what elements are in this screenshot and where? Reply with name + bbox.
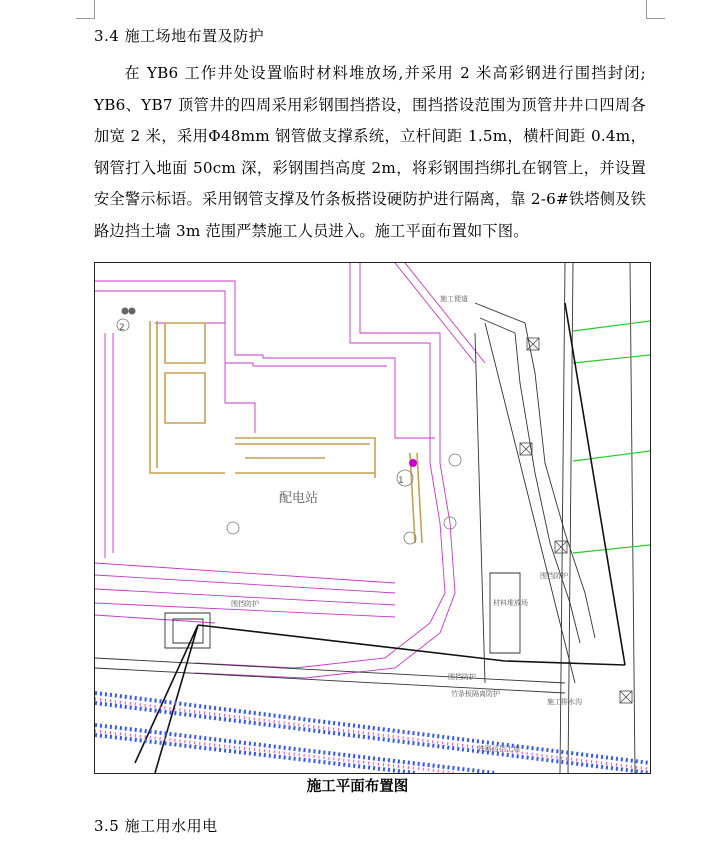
fence-label-2: 围挡防护 bbox=[231, 600, 259, 608]
retaining-wall-label: 铁路边挡土墙 bbox=[478, 745, 520, 753]
pipe-routes bbox=[150, 321, 422, 543]
marker-1-label: 1 bbox=[398, 476, 404, 486]
fence-label-3: 围挡防护 bbox=[448, 673, 476, 681]
site-layout-figure bbox=[94, 262, 651, 774]
margin-corner-mark-right bbox=[646, 0, 665, 19]
fence-label-1: 围挡防护 bbox=[540, 572, 568, 580]
marker-magenta-dot bbox=[409, 459, 417, 467]
site-layout-drawing bbox=[95, 263, 650, 773]
drainage-label: 施工排水沟 bbox=[547, 698, 582, 706]
green-markings bbox=[573, 321, 650, 553]
marker-2-label: 2 bbox=[119, 323, 125, 333]
body-paragraph: 在 YB6 工作井处设置临时材料堆放场,并采用 2 米高彩钢进行围挡封闭; YB6、YB7 顶管井的四周采用彩钢围挡搭设，围挡搭设范围为顶管井井口四周各加宽 2 米，采用Φ48mm 钢管做支撑系统，立杆间距 1.5m，横杆间距 0.4m，钢管打入地面 50cm 深，彩钢围挡高度 2m，将彩钢围挡绑扎在钢管上，并设置安全警示标语。采用钢管支撑及竹条板搭设硬防护进行隔离，靠 2-6#铁塔侧及铁路边挡土墙 3m 范围严禁施工人员进入。施工平面布置如下图。 bbox=[94, 64, 646, 240]
site-outlines bbox=[95, 263, 635, 773]
material-yard-label: 材料堆放场 bbox=[493, 599, 528, 607]
boundary-lines bbox=[95, 263, 485, 678]
margin-corner-mark-left bbox=[76, 0, 95, 19]
substation-label: 配电站 bbox=[279, 491, 319, 506]
construction-road-label: 施工便道 bbox=[440, 295, 468, 303]
marker-circles bbox=[117, 319, 461, 544]
figure-caption: 施工平面布置图 bbox=[306, 779, 409, 795]
bamboo-guard-label: 竹条板隔离防护 bbox=[451, 690, 500, 698]
section-heading-3-4: 3.4 施工场地布置及防护 bbox=[94, 27, 265, 45]
marker-dot bbox=[129, 308, 136, 315]
section-heading-3-5: 3.5 施工用水用电 bbox=[94, 817, 218, 835]
marker-dot bbox=[122, 308, 129, 315]
